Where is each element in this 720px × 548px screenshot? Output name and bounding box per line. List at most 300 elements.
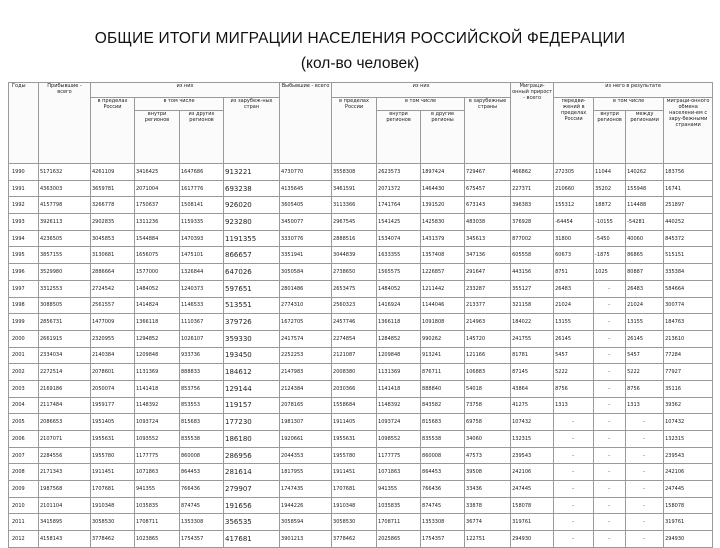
cell-arrived-from-abroad: 186180: [224, 431, 280, 448]
cell-growth-external: 132315: [664, 431, 713, 448]
cell-arrived-within-russia: 3659781: [91, 180, 135, 197]
cell-arrived-within-russia: 2724542: [91, 280, 135, 297]
table-row: [9, 214, 713, 231]
cell-year: 1999: [9, 314, 39, 331]
cell-departed-to-abroad: 121166: [465, 347, 511, 364]
cell-arrived-from-abroad: 286956: [224, 447, 280, 464]
cell-arrived-within-russia: 3130681: [91, 247, 135, 264]
cell-departed-within-russia: 3778462: [332, 531, 377, 548]
cell-arrived-total: 3415895: [39, 514, 91, 531]
cell-departed-to-abroad: 36774: [465, 514, 511, 531]
cell-departed-total: 1817955: [280, 464, 332, 481]
cell-departed-intra-regional: 2623573: [377, 164, 421, 181]
cell-arrived-within-russia: 2886664: [91, 264, 135, 281]
cell-arrived-within-russia: 1911451: [91, 464, 135, 481]
cell-growth-external: 440252: [664, 214, 713, 231]
cell-departed-within-russia: 2967545: [332, 214, 377, 231]
cell-growth-between-regions: -54281: [626, 214, 664, 231]
cell-departed-to-other-regions: 815683: [421, 414, 465, 431]
cell-departed-within-russia: 1955631: [332, 431, 377, 448]
cell-migration-growth: 158078: [511, 497, 554, 514]
cell-departed-to-abroad: 729467: [465, 164, 511, 181]
cell-departed-total: 1944226: [280, 497, 332, 514]
cell-departed-total: 3330776: [280, 230, 332, 247]
cell-departed-to-abroad: 483038: [465, 214, 511, 231]
cell-arrived-intra-regional: 1148392: [135, 397, 180, 414]
cell-departed-to-abroad: 145720: [465, 330, 511, 347]
cell-year: 1995: [9, 247, 39, 264]
cell-migration-growth: 466862: [511, 164, 554, 181]
cell-departed-to-other-regions: 860008: [421, 447, 465, 464]
cell-departed-to-other-regions: 1425830: [421, 214, 465, 231]
cell-departed-within-russia: 2030366: [332, 380, 377, 397]
cell-arrived-intra-regional: 1750637: [135, 197, 180, 214]
cell-arrived-inter-regional: 864453: [180, 464, 224, 481]
cell-arrived-inter-regional: 933736: [180, 347, 224, 364]
cell-arrived-from-abroad: 279907: [224, 481, 280, 498]
cell-growth-between-regions: 80887: [626, 264, 664, 281]
table-row: [9, 280, 713, 297]
cell-departed-within-russia: 2888516: [332, 230, 377, 247]
migration-table: [8, 82, 713, 548]
cell-departed-to-abroad: 33436: [465, 481, 511, 498]
cell-departed-total: 3351941: [280, 247, 332, 264]
cell-arrived-intra-regional: 1209848: [135, 347, 180, 364]
cell-departed-total: 2252253: [280, 347, 332, 364]
cell-departed-intra-regional: 941355: [377, 481, 421, 498]
cell-migration-growth: 355127: [511, 280, 554, 297]
cell-departed-to-other-regions: 1391520: [421, 197, 465, 214]
cell-growth-between-regions: 21024: [626, 297, 664, 314]
cell-departed-within-russia: 2560323: [332, 297, 377, 314]
cell-departed-total: 2124384: [280, 380, 332, 397]
cell-arrived-within-russia: 1477009: [91, 314, 135, 331]
cell-growth-intra-regional: -: [594, 297, 626, 314]
cell-arrived-from-abroad: 913221: [224, 164, 280, 181]
cell-growth-within-russia: -: [554, 414, 594, 431]
cell-growth-between-regions: 26483: [626, 280, 664, 297]
header-departed-total: Выбывшие - всего: [280, 83, 332, 164]
cell-arrived-inter-regional: 1470393: [180, 230, 224, 247]
cell-arrived-from-abroad: 177230: [224, 414, 280, 431]
header-migration-growth: Миграци-онный прирост - всего: [511, 83, 554, 164]
cell-arrived-total: 2117484: [39, 397, 91, 414]
cell-arrived-within-russia: 1955631: [91, 431, 135, 448]
cell-arrived-from-abroad: 1191355: [224, 230, 280, 247]
table-row: [9, 330, 713, 347]
cell-departed-to-other-regions: 1353308: [421, 514, 465, 531]
cell-arrived-from-abroad: 417681: [224, 531, 280, 548]
cell-growth-between-regions: -: [626, 531, 664, 548]
cell-arrived-within-russia: 1707681: [91, 481, 135, 498]
cell-year: 1997: [9, 280, 39, 297]
cell-departed-intra-regional: 1708711: [377, 514, 421, 531]
cell-arrived-inter-regional: 853553: [180, 397, 224, 414]
cell-growth-external: 35116: [664, 380, 713, 397]
header-growth-including: в том числе: [594, 98, 664, 111]
header-year: Годы: [9, 83, 39, 164]
cell-departed-intra-regional: 1071863: [377, 464, 421, 481]
table-row: [9, 247, 713, 264]
cell-arrived-total: 2661915: [39, 330, 91, 347]
cell-growth-between-regions: 8756: [626, 380, 664, 397]
cell-growth-within-russia: -: [554, 431, 594, 448]
cell-migration-growth: 605558: [511, 247, 554, 264]
cell-growth-external: 845372: [664, 230, 713, 247]
cell-departed-to-abroad: 47573: [465, 447, 511, 464]
cell-arrived-within-russia: 3778462: [91, 531, 135, 548]
cell-year: 2002: [9, 364, 39, 381]
cell-arrived-within-russia: 1955780: [91, 447, 135, 464]
cell-departed-to-abroad: 347136: [465, 247, 511, 264]
cell-departed-to-other-regions: 766436: [421, 481, 465, 498]
cell-departed-to-other-regions: 843582: [421, 397, 465, 414]
cell-arrived-inter-regional: 815683: [180, 414, 224, 431]
cell-arrived-total: 3312553: [39, 280, 91, 297]
cell-departed-within-russia: 2274854: [332, 330, 377, 347]
cell-growth-external: 294930: [664, 531, 713, 548]
cell-departed-intra-regional: 1741764: [377, 197, 421, 214]
cell-growth-between-regions: 40060: [626, 230, 664, 247]
cell-departed-total: 1672705: [280, 314, 332, 331]
cell-migration-growth: 443156: [511, 264, 554, 281]
cell-departed-intra-regional: 2025865: [377, 531, 421, 548]
header-departed-within-russia: в пределах России: [332, 98, 377, 164]
cell-departed-intra-regional: 1633355: [377, 247, 421, 264]
cell-departed-intra-regional: 1484052: [377, 280, 421, 297]
cell-arrived-inter-regional: 1159335: [180, 214, 224, 231]
cell-growth-external: 213610: [664, 330, 713, 347]
cell-growth-within-russia: 5457: [554, 347, 594, 364]
cell-departed-to-abroad: 54018: [465, 380, 511, 397]
cell-growth-within-russia: -: [554, 514, 594, 531]
cell-year: 2000: [9, 330, 39, 347]
cell-growth-external: 251897: [664, 197, 713, 214]
cell-arrived-within-russia: 2902835: [91, 214, 135, 231]
cell-growth-intra-regional: -: [594, 380, 626, 397]
cell-departed-intra-regional: 1541425: [377, 214, 421, 231]
cell-growth-between-regions: 86865: [626, 247, 664, 264]
cell-growth-within-russia: 8756: [554, 380, 594, 397]
cell-arrived-intra-regional: 1708711: [135, 514, 180, 531]
cell-departed-to-other-regions: 864453: [421, 464, 465, 481]
cell-arrived-intra-regional: 1484052: [135, 280, 180, 297]
table-row: [9, 364, 713, 381]
cell-growth-external: 335384: [664, 264, 713, 281]
cell-growth-intra-regional: -5450: [594, 230, 626, 247]
cell-departed-total: 1747435: [280, 481, 332, 498]
cell-arrived-from-abroad: 191656: [224, 497, 280, 514]
cell-growth-within-russia: -: [554, 481, 594, 498]
cell-arrived-intra-regional: 1177775: [135, 447, 180, 464]
cell-arrived-intra-regional: 1311236: [135, 214, 180, 231]
cell-growth-intra-regional: -: [594, 431, 626, 448]
header-arrived-of-them: из них: [91, 83, 280, 98]
cell-arrived-intra-regional: 1071863: [135, 464, 180, 481]
cell-migration-growth: 87145: [511, 364, 554, 381]
cell-growth-within-russia: 31800: [554, 230, 594, 247]
cell-arrived-within-russia: 4261109: [91, 164, 135, 181]
cell-departed-within-russia: 2738650: [332, 264, 377, 281]
cell-departed-intra-regional: 1416924: [377, 297, 421, 314]
cell-departed-to-other-regions: 1464430: [421, 180, 465, 197]
cell-arrived-total: 4236505: [39, 230, 91, 247]
cell-departed-to-abroad: 213377: [465, 297, 511, 314]
cell-departed-within-russia: 1558684: [332, 397, 377, 414]
cell-migration-growth: 396383: [511, 197, 554, 214]
cell-departed-to-other-regions: 1897424: [421, 164, 465, 181]
cell-departed-to-other-regions: 888840: [421, 380, 465, 397]
cell-arrived-within-russia: 1959177: [91, 397, 135, 414]
cell-growth-between-regions: 5222: [626, 364, 664, 381]
cell-year: 2004: [9, 397, 39, 414]
cell-growth-intra-regional: -: [594, 464, 626, 481]
cell-departed-intra-regional: 1093724: [377, 414, 421, 431]
cell-arrived-from-abroad: 866657: [224, 247, 280, 264]
cell-arrived-inter-regional: 835538: [180, 431, 224, 448]
table-row: [9, 197, 713, 214]
cell-arrived-intra-regional: 1656075: [135, 247, 180, 264]
cell-growth-within-russia: -: [554, 497, 594, 514]
cell-growth-external: 242106: [664, 464, 713, 481]
cell-growth-intra-regional: 1025: [594, 264, 626, 281]
header-departed-to-abroad: в зарубежные страны: [465, 98, 511, 164]
cell-departed-total: 2078165: [280, 397, 332, 414]
cell-growth-intra-regional: -: [594, 531, 626, 548]
table-row: [9, 297, 713, 314]
cell-year: 1992: [9, 197, 39, 214]
cell-departed-to-abroad: 122751: [465, 531, 511, 548]
cell-arrived-total: 2272514: [39, 364, 91, 381]
cell-year: 2008: [9, 464, 39, 481]
cell-arrived-intra-regional: 1093724: [135, 414, 180, 431]
header-departed-of-them: из них: [332, 83, 511, 98]
cell-arrived-within-russia: 3045853: [91, 230, 135, 247]
page-title: ОБЩИЕ ИТОГИ МИГРАЦИИ НАСЕЛЕНИЯ РОССИЙСКОЙ ФЕДЕРАЦИИ: [94, 30, 626, 47]
cell-arrived-total: 3857155: [39, 247, 91, 264]
cell-arrived-within-russia: 2320955: [91, 330, 135, 347]
cell-growth-between-regions: 140262: [626, 164, 664, 181]
cell-year: 2001: [9, 347, 39, 364]
cell-departed-to-abroad: 673143: [465, 197, 511, 214]
cell-arrived-total: 4363003: [39, 180, 91, 197]
cell-growth-intra-regional: -: [594, 447, 626, 464]
cell-growth-intra-regional: -: [594, 481, 626, 498]
cell-growth-within-russia: 26483: [554, 280, 594, 297]
cell-growth-within-russia: 21024: [554, 297, 594, 314]
cell-migration-growth: 107432: [511, 414, 554, 431]
cell-growth-between-regions: 13155: [626, 314, 664, 331]
cell-growth-between-regions: 26145: [626, 330, 664, 347]
cell-migration-growth: 294930: [511, 531, 554, 548]
cell-departed-within-russia: 2008380: [332, 364, 377, 381]
cell-growth-within-russia: -: [554, 464, 594, 481]
cell-departed-total: 2774310: [280, 297, 332, 314]
cell-arrived-inter-regional: 1353308: [180, 514, 224, 531]
cell-migration-growth: 184022: [511, 314, 554, 331]
cell-year: 2003: [9, 380, 39, 397]
cell-arrived-total: 3926113: [39, 214, 91, 231]
cell-departed-total: 4135645: [280, 180, 332, 197]
cell-growth-between-regions: 5457: [626, 347, 664, 364]
cell-growth-within-russia: 13155: [554, 314, 594, 331]
cell-departed-to-abroad: 33878: [465, 497, 511, 514]
cell-arrived-from-abroad: 923280: [224, 214, 280, 231]
cell-departed-to-abroad: 39508: [465, 464, 511, 481]
cell-arrived-from-abroad: 926020: [224, 197, 280, 214]
cell-arrived-inter-regional: 860008: [180, 447, 224, 464]
cell-growth-external: 183756: [664, 164, 713, 181]
table-row: [9, 497, 713, 514]
cell-departed-within-russia: 2457746: [332, 314, 377, 331]
cell-arrived-inter-regional: 1026107: [180, 330, 224, 347]
cell-arrived-inter-regional: 853756: [180, 380, 224, 397]
cell-departed-to-abroad: 675457: [465, 180, 511, 197]
cell-departed-total: 2044353: [280, 447, 332, 464]
table-body: [9, 164, 713, 548]
cell-arrived-from-abroad: 356535: [224, 514, 280, 531]
cell-migration-growth: 242106: [511, 464, 554, 481]
cell-arrived-intra-regional: 1141418: [135, 380, 180, 397]
cell-growth-between-regions: 1313: [626, 397, 664, 414]
cell-migration-growth: 227371: [511, 180, 554, 197]
cell-arrived-total: 1987568: [39, 481, 91, 498]
cell-departed-intra-regional: 1141418: [377, 380, 421, 397]
header-departed-to-other-regions: в другие регионы: [421, 111, 465, 164]
cell-migration-growth: 247445: [511, 481, 554, 498]
cell-growth-between-regions: -: [626, 481, 664, 498]
cell-departed-intra-regional: 1209848: [377, 347, 421, 364]
header-growth-intra-regional: внутри регионов: [594, 111, 626, 164]
cell-departed-total: 4730770: [280, 164, 332, 181]
cell-growth-external: 584664: [664, 280, 713, 297]
cell-migration-growth: 321158: [511, 297, 554, 314]
cell-departed-to-other-regions: 835538: [421, 431, 465, 448]
cell-growth-external: 319761: [664, 514, 713, 531]
cell-departed-to-other-regions: 1211442: [421, 280, 465, 297]
cell-departed-within-russia: 1910348: [332, 497, 377, 514]
cell-departed-intra-regional: 1035835: [377, 497, 421, 514]
cell-growth-external: 158078: [664, 497, 713, 514]
cell-departed-to-abroad: 106883: [465, 364, 511, 381]
cell-departed-intra-regional: 1177775: [377, 447, 421, 464]
cell-departed-total: 2801486: [280, 280, 332, 297]
cell-year: 2006: [9, 431, 39, 448]
table-row: [9, 514, 713, 531]
cell-growth-between-regions: -: [626, 414, 664, 431]
cell-departed-within-russia: 1911451: [332, 464, 377, 481]
cell-departed-total: 1920661: [280, 431, 332, 448]
cell-year: 1991: [9, 180, 39, 197]
cell-arrived-within-russia: 2050074: [91, 380, 135, 397]
table-row: [9, 447, 713, 464]
table-row: [9, 481, 713, 498]
cell-departed-to-other-regions: 990262: [421, 330, 465, 347]
cell-arrived-from-abroad: 379726: [224, 314, 280, 331]
cell-arrived-total: 2334034: [39, 347, 91, 364]
cell-growth-external: 77284: [664, 347, 713, 364]
cell-arrived-total: 4158143: [39, 531, 91, 548]
cell-arrived-total: 2171343: [39, 464, 91, 481]
cell-migration-growth: 132315: [511, 431, 554, 448]
table-row: [9, 230, 713, 247]
cell-growth-intra-regional: 18872: [594, 197, 626, 214]
cell-arrived-from-abroad: 119157: [224, 397, 280, 414]
cell-growth-external: 107432: [664, 414, 713, 431]
cell-year: 2007: [9, 447, 39, 464]
cell-year: 2010: [9, 497, 39, 514]
cell-departed-to-abroad: 345613: [465, 230, 511, 247]
cell-arrived-within-russia: 2140384: [91, 347, 135, 364]
cell-growth-intra-regional: -: [594, 347, 626, 364]
cell-departed-within-russia: 3113366: [332, 197, 377, 214]
cell-arrived-inter-regional: 1475101: [180, 247, 224, 264]
cell-migration-growth: 43864: [511, 380, 554, 397]
cell-growth-between-regions: 155948: [626, 180, 664, 197]
cell-departed-intra-regional: 1366118: [377, 314, 421, 331]
cell-departed-total: 2147983: [280, 364, 332, 381]
cell-year: 2012: [9, 531, 39, 548]
cell-departed-to-other-regions: 1091808: [421, 314, 465, 331]
cell-arrived-from-abroad: 597651: [224, 280, 280, 297]
cell-departed-to-abroad: 73758: [465, 397, 511, 414]
cell-growth-external: 39362: [664, 397, 713, 414]
cell-departed-to-other-regions: 913241: [421, 347, 465, 364]
cell-departed-intra-regional: 1098552: [377, 431, 421, 448]
cell-arrived-from-abroad: 647026: [224, 264, 280, 281]
cell-growth-within-russia: 8751: [554, 264, 594, 281]
cell-growth-external: 515151: [664, 247, 713, 264]
cell-growth-intra-regional: -10155: [594, 214, 626, 231]
cell-arrived-inter-regional: 1146533: [180, 297, 224, 314]
cell-arrived-inter-regional: 874745: [180, 497, 224, 514]
cell-growth-within-russia: 5222: [554, 364, 594, 381]
cell-migration-growth: 376928: [511, 214, 554, 231]
cell-departed-to-abroad: 34060: [465, 431, 511, 448]
cell-arrived-intra-regional: 1131369: [135, 364, 180, 381]
cell-departed-to-abroad: 214963: [465, 314, 511, 331]
cell-arrived-intra-regional: 3416425: [135, 164, 180, 181]
table-row: [9, 431, 713, 448]
cell-departed-within-russia: 1911405: [332, 414, 377, 431]
cell-growth-external: 247445: [664, 481, 713, 498]
cell-arrived-from-abroad: 513551: [224, 297, 280, 314]
header-growth-between-regions: между регионами: [626, 111, 664, 164]
header-arrived-from-abroad: из зарубеж-ных стран: [224, 98, 280, 164]
table-row: [9, 531, 713, 548]
cell-year: 2011: [9, 514, 39, 531]
header-by-results: из него в результате: [554, 83, 713, 98]
cell-departed-total: 1981307: [280, 414, 332, 431]
cell-growth-between-regions: -: [626, 447, 664, 464]
cell-departed-intra-regional: 1565575: [377, 264, 421, 281]
cell-departed-intra-regional: 1148392: [377, 397, 421, 414]
cell-arrived-within-russia: 1951405: [91, 414, 135, 431]
table-row: [9, 397, 713, 414]
cell-year: 1998: [9, 297, 39, 314]
cell-departed-to-other-regions: 874745: [421, 497, 465, 514]
cell-growth-between-regions: -: [626, 464, 664, 481]
header-arrived-inter-regional: из других регионов: [180, 111, 224, 164]
table-row: [9, 264, 713, 281]
cell-arrived-intra-regional: 1366118: [135, 314, 180, 331]
cell-departed-to-other-regions: 1226857: [421, 264, 465, 281]
cell-departed-intra-regional: 1284852: [377, 330, 421, 347]
cell-migration-growth: 877002: [511, 230, 554, 247]
cell-arrived-inter-regional: 766436: [180, 481, 224, 498]
cell-arrived-total: 2284556: [39, 447, 91, 464]
cell-arrived-total: 4157798: [39, 197, 91, 214]
